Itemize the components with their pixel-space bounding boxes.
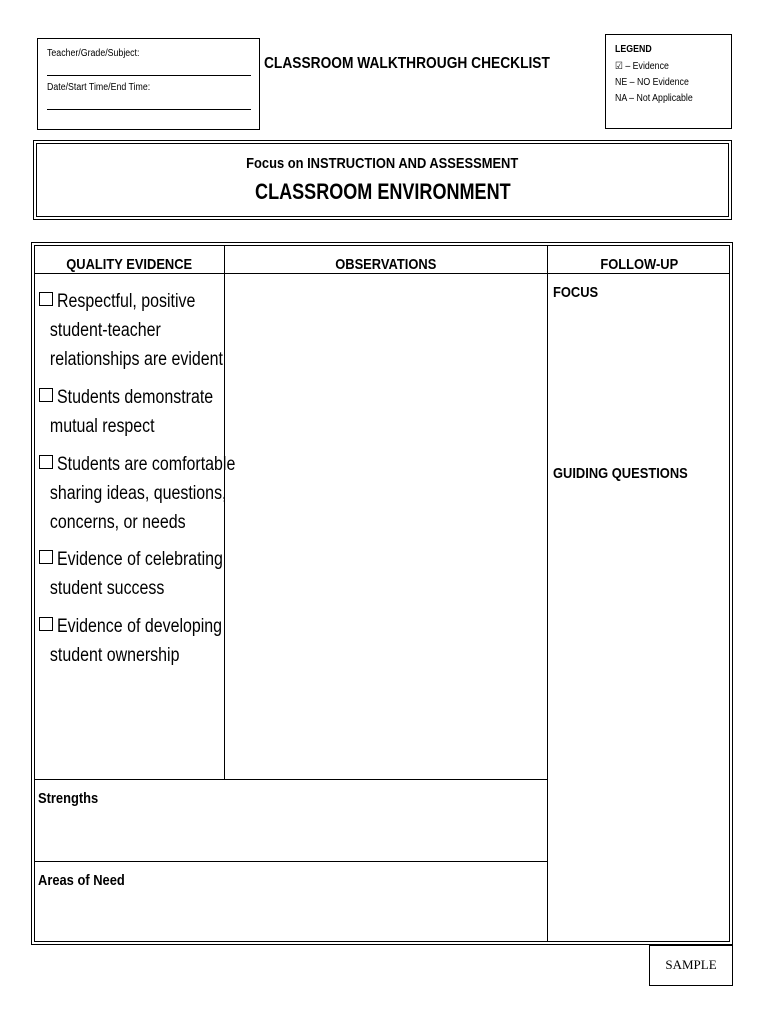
evidence-checkbox[interactable] <box>39 455 53 469</box>
evidence-item-respectful[interactable]: Respectful, positive student-teacher relationships are evident <box>39 287 258 374</box>
sample-box <box>649 945 733 986</box>
legend-box <box>605 34 732 129</box>
strengths-label: Strengths <box>38 790 99 807</box>
evidence-item-developing-ownership[interactable]: Evidence of developing student ownership <box>39 612 253 670</box>
strengths-area[interactable] <box>35 780 547 860</box>
guiding-questions-area[interactable] <box>548 486 731 936</box>
evidence-checkbox[interactable] <box>39 550 53 564</box>
focus-label: FOCUS <box>553 284 599 301</box>
evidence-item-mutual-respect[interactable]: Students demonstrate mutual respect <box>39 383 243 441</box>
date-time-label: Date/Start Time/End Time: <box>47 82 151 93</box>
evidence-item-celebrating-success[interactable]: Evidence of celebrating student success <box>39 545 255 603</box>
teacher-grade-subject-line[interactable] <box>47 75 251 76</box>
evidence-checkbox[interactable] <box>39 388 53 402</box>
focus-area[interactable] <box>548 304 731 454</box>
date-time-line[interactable] <box>47 109 251 110</box>
teacher-info-box <box>37 38 260 130</box>
focus-banner <box>33 140 732 220</box>
col-header-observations: OBSERVATIONS <box>335 256 437 273</box>
teacher-grade-subject-label: Teacher/Grade/Subject: <box>47 48 140 59</box>
sample-label: SAMPLE <box>665 957 717 972</box>
guiding-questions-label: GUIDING QUESTIONS <box>553 465 688 482</box>
observations-area[interactable] <box>225 274 547 779</box>
evidence-checkbox[interactable] <box>39 617 53 631</box>
legend-evidence: ☑ – Evidence <box>615 61 669 72</box>
legend-not-applicable: NA – Not Applicable <box>615 93 693 104</box>
col-header-follow-up: FOLLOW-UP <box>600 256 679 273</box>
legend-heading: LEGEND <box>615 44 652 55</box>
evidence-item-comfortable-sharing[interactable]: Students are comfortable sharing ideas, questions, concerns, or needs <box>39 450 269 537</box>
evidence-checkbox[interactable] <box>39 292 53 306</box>
areas-of-need-label: Areas of Need <box>38 872 125 889</box>
col-header-quality-evidence: QUALITY EVIDENCE <box>66 256 193 273</box>
legend-no-evidence: NE – NO Evidence <box>615 77 689 88</box>
areas-of-need-area[interactable] <box>35 862 547 942</box>
checklist-title: CLASSROOM WALKTHROUGH CHECKLIST <box>264 55 550 72</box>
checklist-table <box>31 242 733 945</box>
section-title: CLASSROOM ENVIRONMENT <box>254 179 511 204</box>
checklist-table-inner-border <box>34 245 730 942</box>
focus-line: Focus on INSTRUCTION AND ASSESSMENT <box>246 155 519 172</box>
